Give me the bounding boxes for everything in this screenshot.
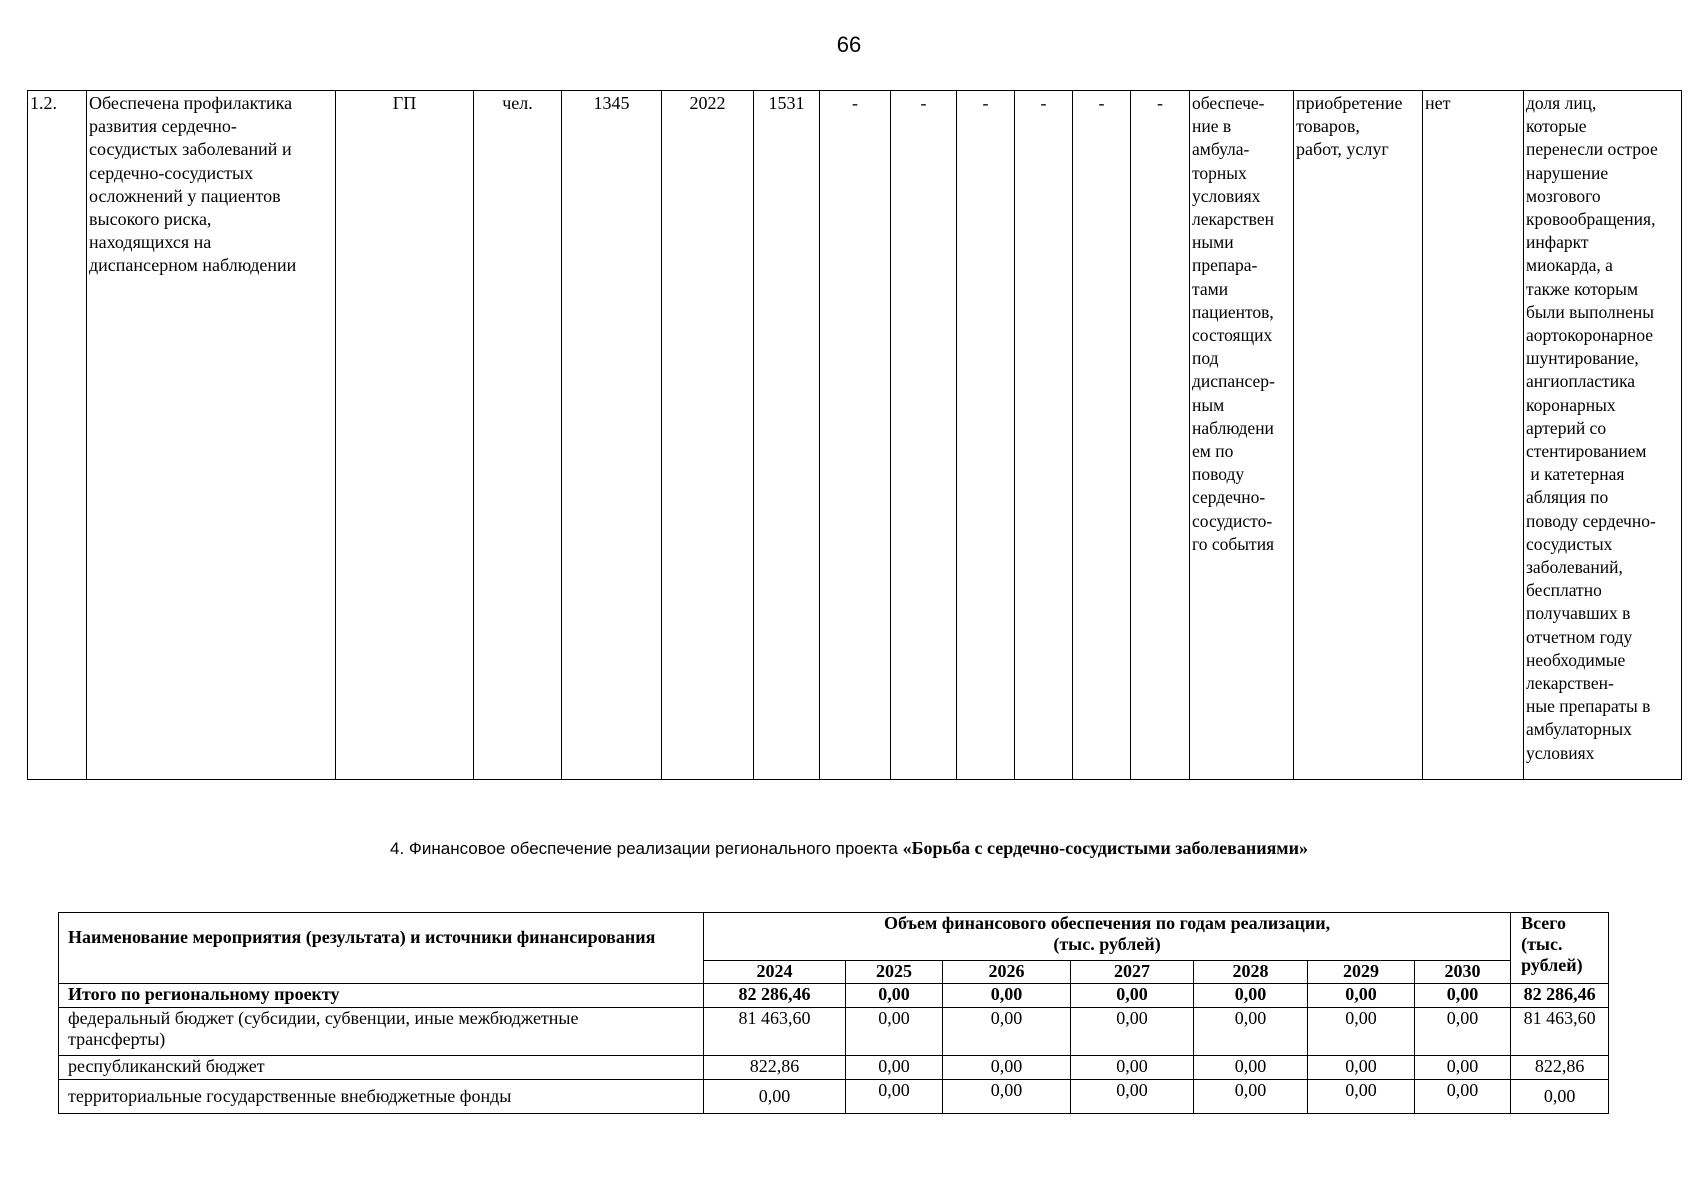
header-total: Всего (тыс. рублей)	[1511, 913, 1609, 984]
characteristic-line: торных	[1192, 162, 1247, 183]
characteristic-line: го события	[1192, 533, 1275, 554]
value-cell: 0,00	[1415, 1008, 1511, 1056]
characteristic-line: препара-	[1192, 255, 1258, 276]
value-cell: 0,00	[1415, 1080, 1511, 1114]
value-2026-cell: -	[891, 91, 957, 780]
characteristic-cell	[1190, 91, 1294, 780]
indicator-line: инфаркт	[1526, 232, 1589, 253]
result-title-line: сосудистых заболеваний и	[89, 139, 292, 160]
value-2028-cell: -	[1015, 91, 1073, 780]
value-cell: 81 463,60	[704, 1008, 846, 1056]
type-cell	[1294, 91, 1423, 780]
value-cell: 0,00	[1194, 1056, 1308, 1080]
value-cell: 0,00	[1071, 1080, 1194, 1114]
value-cell: 0,00	[846, 1008, 943, 1056]
table-row	[59, 1080, 1609, 1114]
value-2024-cell: 1531	[754, 91, 820, 780]
year-header: 2030	[1415, 961, 1511, 984]
value-cell: 0,00	[1194, 984, 1308, 1008]
base-year-cell: 2022	[662, 91, 754, 780]
value-cell: 0,00	[1071, 1008, 1194, 1056]
year-header: 2025	[846, 961, 943, 984]
page-number: 66	[836, 32, 862, 57]
indicator-line: амбулаторных	[1526, 719, 1632, 740]
year-header: 2028	[1194, 961, 1308, 984]
result-title-line: осложнений у пациентов	[89, 185, 281, 206]
indicator-line: мозгового	[1526, 185, 1601, 206]
finance-table	[58, 912, 1609, 1114]
value-2029-cell: -	[1073, 91, 1131, 780]
result-table	[27, 90, 1682, 780]
type-line: работ, услуг	[1296, 139, 1389, 160]
characteristic-line: диспансер-	[1192, 371, 1275, 392]
characteristic-line: условиях	[1192, 185, 1261, 206]
value-2025-cell: -	[820, 91, 891, 780]
source-name: Итого по региональному проекту	[59, 984, 704, 1008]
header-volume-line: (тыс. рублей)	[1053, 934, 1161, 954]
value-2027-cell: -	[957, 91, 1015, 780]
indicator-line: и катетерная	[1526, 464, 1625, 485]
header-name: Наименование мероприятия (результата) и источники финансирования	[59, 913, 704, 984]
indicator-cell	[1524, 91, 1682, 780]
value-cell: 0,00	[1308, 1008, 1415, 1056]
value-cell: 0,00	[943, 1080, 1071, 1114]
value-cell: 0,00	[704, 1080, 846, 1114]
value-cell: 82 286,46	[704, 984, 846, 1008]
source-name: территориальные государственные внебюджетные фонды	[59, 1080, 704, 1114]
table-row	[59, 1056, 1609, 1080]
section-heading-prefix: 4. Финансовое обеспечение реализации регионального проекта	[390, 839, 903, 858]
result-title-line: сердечно-сосудистых	[89, 162, 254, 183]
result-title-line: находящихся на	[89, 232, 212, 253]
result-title-line: диспансерном наблюдении	[89, 255, 297, 276]
value-cell: 0,00	[943, 1008, 1071, 1056]
indicator-line: заболеваний,	[1526, 557, 1623, 578]
result-title	[87, 91, 336, 780]
result-title-line: Обеспечена профилактика	[89, 93, 293, 113]
characteristic-line: амбула-	[1192, 139, 1250, 160]
flag-cell: нет	[1423, 91, 1524, 780]
characteristic-line: ным	[1192, 394, 1225, 415]
characteristic-line: ными	[1192, 232, 1234, 253]
year-header: 2027	[1071, 961, 1194, 984]
indicator-line: коронарных	[1526, 394, 1616, 415]
indicator-line: нарушение	[1526, 162, 1609, 183]
value-cell: 0,00	[846, 1080, 943, 1114]
year-header: 2024	[704, 961, 846, 984]
year-header: 2026	[943, 961, 1071, 984]
indicator-line: миокарда, а	[1526, 255, 1613, 276]
characteristic-line: тами	[1192, 278, 1229, 299]
indicator-line: сосудистых	[1526, 533, 1613, 554]
indicator-line: необходимые	[1526, 649, 1626, 670]
indicator-line: стентированием	[1526, 441, 1647, 462]
characteristic-line: наблюдени	[1192, 417, 1274, 438]
indicator-line: артерий со	[1526, 417, 1607, 438]
source-name: республиканский бюджет	[59, 1056, 704, 1080]
indicator-line: аортокоронарное	[1526, 325, 1654, 346]
indicator-line: получавших в	[1526, 603, 1631, 624]
characteristic-line: лекарствен	[1192, 209, 1274, 230]
indicator-line: доля лиц,	[1526, 93, 1597, 113]
value-cell: 0,00	[1071, 984, 1194, 1008]
value-cell: 0,00	[943, 984, 1071, 1008]
year-header: 2029	[1308, 961, 1415, 984]
total-cell: 81 463,60	[1511, 1008, 1609, 1056]
indicator-line: абляция по	[1526, 487, 1609, 508]
level-cell: ГП	[336, 91, 474, 780]
total-cell: 822,86	[1511, 1056, 1609, 1080]
value-2030-cell: -	[1131, 91, 1190, 780]
indicator-line: перенесли острое	[1526, 139, 1658, 160]
characteristic-line: ем по	[1192, 441, 1234, 462]
indicator-line: поводу сердечно-	[1526, 510, 1656, 531]
characteristic-line: сердечно-	[1192, 487, 1266, 508]
finance-header-row	[59, 913, 1609, 961]
table-row	[59, 1008, 1609, 1056]
indicator-line: ангиопластика	[1526, 371, 1636, 392]
characteristic-line: обеспече-	[1192, 93, 1265, 113]
value-cell: 0,00	[846, 1056, 943, 1080]
section-heading-project: «Борьба с сердечно-сосудистыми заболеваниями»	[902, 838, 1308, 858]
characteristic-line: сосудисто-	[1192, 510, 1273, 531]
value-cell: 0,00	[943, 1056, 1071, 1080]
characteristic-line: пациентов,	[1192, 301, 1274, 322]
source-name: федеральный бюджет (субсидии, субвенции, иные межбюджетные трансферты)	[59, 1008, 704, 1056]
total-cell: 82 286,46	[1511, 984, 1609, 1008]
indicator-line: отчетном году	[1526, 626, 1633, 647]
indicator-line: шунтирование,	[1526, 348, 1639, 369]
value-cell: 0,00	[1194, 1008, 1308, 1056]
total-cell: 0,00	[1511, 1080, 1609, 1114]
indicator-line: были выполнены	[1526, 301, 1655, 322]
indicator-line: лекарствен-	[1526, 673, 1614, 694]
characteristic-line: ние в	[1192, 116, 1232, 137]
indicator-line: также которым	[1526, 278, 1639, 299]
indicator-line: ные препараты в	[1526, 696, 1651, 717]
type-line: товаров,	[1296, 116, 1360, 137]
result-title-line: высокого риска,	[89, 209, 212, 230]
unit-cell: чел.	[474, 91, 562, 780]
value-cell: 0,00	[1415, 1056, 1511, 1080]
indicator-line: которые	[1526, 116, 1587, 137]
table-row	[28, 91, 1682, 780]
indicator-line: бесплатно	[1526, 580, 1602, 601]
table-row	[59, 984, 1609, 1008]
characteristic-line: поводу	[1192, 464, 1245, 485]
value-cell: 822,86	[704, 1056, 846, 1080]
section-heading	[0, 838, 1698, 859]
indicator-line: кровообращения,	[1526, 209, 1656, 230]
value-cell: 0,00	[1194, 1080, 1308, 1114]
row-number: 1.2.	[28, 91, 87, 780]
indicator-line: условиях	[1526, 742, 1595, 763]
value-cell: 0,00	[1308, 984, 1415, 1008]
header-volume-line: Объем финансового обеспечения по годам реализации,	[883, 913, 1331, 933]
value-cell: 0,00	[846, 984, 943, 1008]
type-line: приобретение	[1296, 93, 1403, 113]
header-volume	[704, 913, 1511, 961]
base-value-cell: 1345	[562, 91, 662, 780]
value-cell: 0,00	[1415, 984, 1511, 1008]
characteristic-line: состоящих	[1192, 325, 1273, 346]
characteristic-line: под	[1192, 348, 1219, 369]
result-title-line: развития сердечно-	[89, 116, 237, 137]
value-cell: 0,00	[1308, 1080, 1415, 1114]
value-cell: 0,00	[1308, 1056, 1415, 1080]
value-cell: 0,00	[1071, 1056, 1194, 1080]
